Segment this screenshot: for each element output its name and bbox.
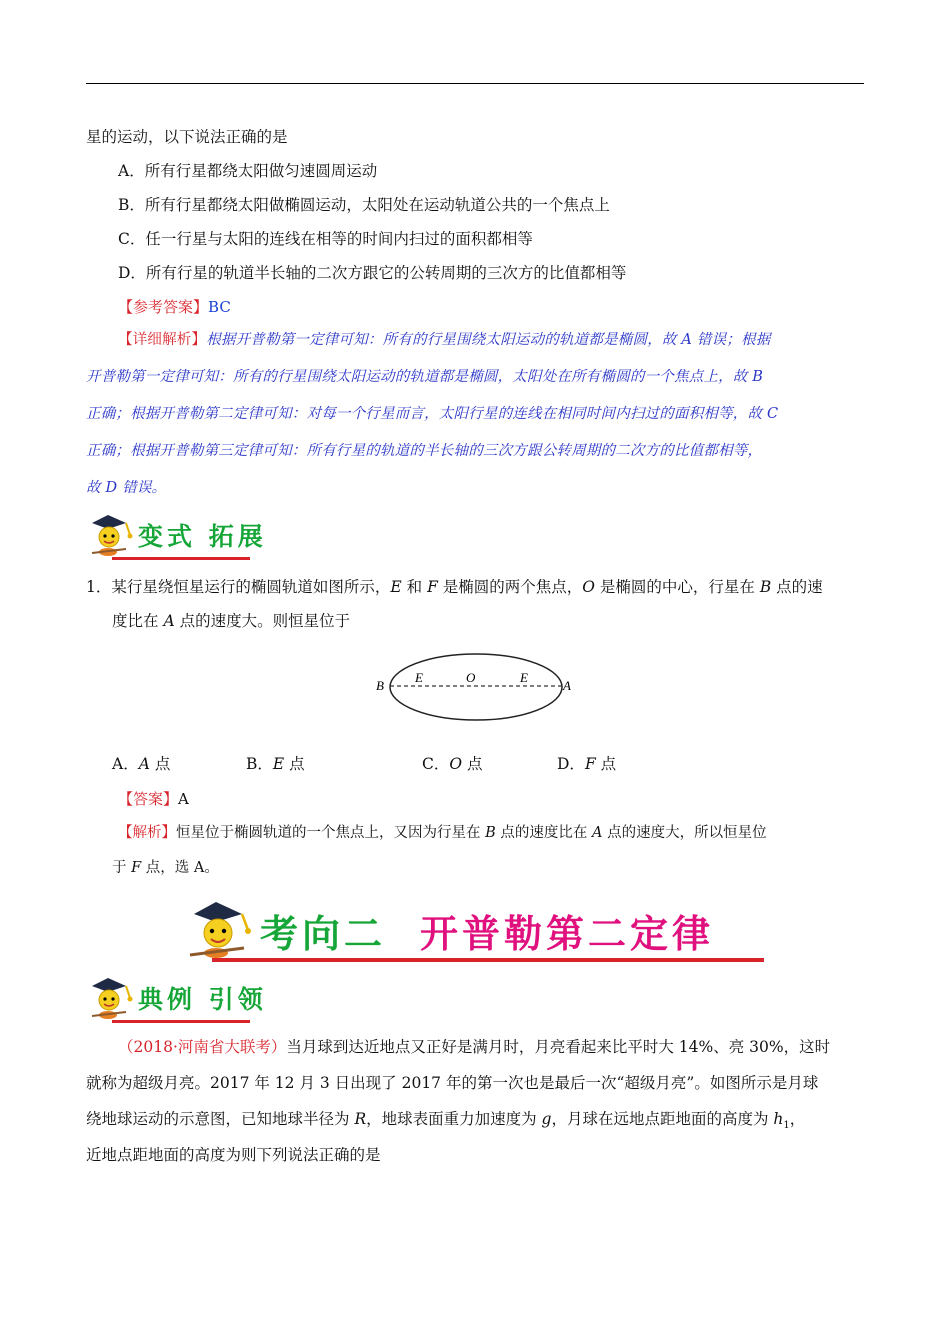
q2-var-f: F xyxy=(427,578,438,596)
q3-line-3b: ，地球表面重力加速度为 xyxy=(366,1110,542,1128)
q2-explain-var-a: A xyxy=(591,825,603,841)
q3-var-h-sub: 1 xyxy=(783,1120,790,1132)
q2-explain-var-f: F xyxy=(131,860,142,876)
q2-option-c-var: O xyxy=(449,755,463,773)
q2-option-d xyxy=(557,754,616,774)
diagram-label-a: A xyxy=(563,678,571,693)
q2-and: 和 xyxy=(401,578,428,596)
q1-explain-text-1: 根据开普勒第一定律可知：所有的行星围绕太阳运动的轨道都是椭圆，故 A 错误；根据 xyxy=(206,332,771,348)
q3-line-3a: 绕地球运动的示意图，已知地球半径为 xyxy=(86,1110,355,1128)
q2-option-a-letter: A． xyxy=(112,755,139,773)
q3-line-1 xyxy=(118,1037,830,1057)
q1-answer xyxy=(118,297,231,317)
q2-option-b-var: E xyxy=(272,755,285,773)
orbit-ellipse xyxy=(390,654,562,720)
q2-number: 1． xyxy=(86,578,112,596)
q2-var-b: B xyxy=(759,578,772,596)
q2-stem-line-2 xyxy=(112,611,350,631)
q3-line-1-text: 当月球到达近地点又正好是满月时，月亮看起来比平时大 14%、亮 30%，这时 xyxy=(286,1038,831,1056)
q3-line-3 xyxy=(86,1109,805,1136)
q2-stem-line-1 xyxy=(86,577,823,597)
q3-line-3d: ， xyxy=(789,1110,806,1128)
q2-explain-line-2 xyxy=(112,858,219,878)
q2-stem-1b: 是椭圆的两个焦点， xyxy=(437,578,583,596)
wizard-mascot-icon xyxy=(186,900,256,960)
q1-answer-label: 【参考答案】 xyxy=(118,298,209,316)
diagram-label-e: E xyxy=(415,670,423,685)
q2-var-e: E xyxy=(390,578,402,596)
q3-line-3c: ，月球在远地点距地面的高度为 xyxy=(551,1110,774,1128)
q2-stem-1c: 是椭圆的中心，行星在 xyxy=(595,578,760,596)
q3-var-r: R xyxy=(354,1110,367,1128)
q2-option-c-tail: 点 xyxy=(462,755,483,773)
q2-answer-value: A xyxy=(178,790,189,808)
q2-answer-label: 【答案】 xyxy=(118,790,179,808)
chapter-title-part2: 开普勒第二定律 xyxy=(420,912,715,956)
q2-stem-1d: 点的速 xyxy=(771,578,823,596)
section-underline-example xyxy=(112,1020,250,1023)
q3-source: （2018·河南省大联考） xyxy=(118,1038,287,1056)
diagram-label-b: B xyxy=(376,678,384,693)
q2-answer xyxy=(118,789,189,809)
q2-option-b-letter: B． xyxy=(246,755,273,773)
q1-explain-line-1 xyxy=(118,330,770,350)
q2-explain-label: 【解析】 xyxy=(118,825,176,841)
q2-explain-var-b: B xyxy=(485,825,496,841)
q2-stem-1a: 某行星绕恒星运行的椭圆轨道如图所示， xyxy=(111,578,391,596)
chapter-title-part1: 考向二 xyxy=(260,912,387,956)
q2-stem-2b: 点的速度大。则恒星位于 xyxy=(174,612,351,630)
q2-option-d-letter: D． xyxy=(557,755,585,773)
chapter-title xyxy=(260,903,714,958)
section-title-variant: 变式 拓展 xyxy=(138,522,267,551)
diagram-label-o: O xyxy=(466,670,476,685)
q1-stem-tail: 星的运动，以下说法正确的是 xyxy=(86,128,288,146)
header-rule xyxy=(86,83,864,84)
q2-option-d-var: F xyxy=(584,755,596,773)
section-underline-variant xyxy=(112,557,250,560)
q2-explain-2b: 点，选 A。 xyxy=(141,860,219,876)
q2-option-c-letter: C． xyxy=(422,755,450,773)
q2-explain-1a: 恒星位于椭圆轨道的一个焦点上，又因为行星在 xyxy=(176,825,486,841)
section-title-example: 典例 引领 xyxy=(138,985,267,1014)
q1-explain-line-3: 正确；根据开普勒第二定律可知：对每一个行星而言，太阳行星的连线在相同时间内扫过的面积相等，故 C xyxy=(86,406,779,422)
q2-option-b xyxy=(246,754,305,774)
q1-option-d: D．所有行星的轨道半长轴的二次方跟它的公转周期的三次方的比值都相等 xyxy=(118,264,627,282)
q2-var-a: A xyxy=(163,612,175,630)
q2-explain-line-1 xyxy=(118,823,767,843)
q1-explain-line-4: 正确；根据开普勒第三定律可知：所有行星的轨道的半长轴的三次方跟公转周期的二次方的比值都相等， xyxy=(86,443,763,459)
q3-var-h: h xyxy=(773,1110,784,1128)
q2-explain-1c: 点的速度大，所以恒星位 xyxy=(602,825,767,841)
q1-option-c: C．任一行星与太阳的连线在相等的时间内扫过的面积都相等 xyxy=(118,230,533,248)
q2-stem-2a: 度比在 xyxy=(112,612,164,630)
q2-option-a xyxy=(112,754,170,774)
q1-explain-line-5: 故 D 错误。 xyxy=(86,480,167,496)
q2-explain-1b: 点的速度比在 xyxy=(495,825,592,841)
q2-option-a-var: A xyxy=(138,755,150,773)
q3-line-4: 近地点距地面的高度为则下列说法正确的是 xyxy=(86,1146,381,1164)
q2-option-d-tail: 点 xyxy=(595,755,617,773)
q1-explain-label: 【详细解析】 xyxy=(118,332,207,348)
q1-explain-line-2: 开普勒第一定律可知：所有的行星围绕太阳运动的轨道都是椭圆，太阳处在所有椭圆的一个焦点上，故 B xyxy=(86,369,764,385)
wizard-mascot-icon xyxy=(86,513,136,557)
wizard-mascot-icon xyxy=(86,976,136,1020)
chapter-banner xyxy=(186,900,714,960)
section-header-example xyxy=(86,976,267,1020)
diagram-label-f: E xyxy=(520,670,528,685)
q2-option-a-tail: 点 xyxy=(149,755,171,773)
orbit-ellipse-diagram xyxy=(370,650,580,724)
q1-answer-value: BC xyxy=(208,298,231,316)
q1-option-b: B．所有行星都绕太阳做椭圆运动，太阳处在运动轨道公共的一个焦点上 xyxy=(118,196,610,214)
q3-line-2: 就称为超级月亮。2017 年 12 月 3 日出现了 2017 年的第一次也是最后一次“超级月亮”。如图所示是月球 xyxy=(86,1074,819,1092)
q2-var-o: O xyxy=(582,578,595,596)
q2-option-b-tail: 点 xyxy=(284,755,305,773)
chapter-underline xyxy=(212,958,764,962)
q2-option-c xyxy=(422,754,483,774)
q2-explain-2a: 于 xyxy=(112,860,132,876)
q1-option-a: A．所有行星都绕太阳做匀速圆周运动 xyxy=(118,162,378,180)
section-header-variant xyxy=(86,513,267,557)
q3-var-g: g xyxy=(541,1110,552,1128)
